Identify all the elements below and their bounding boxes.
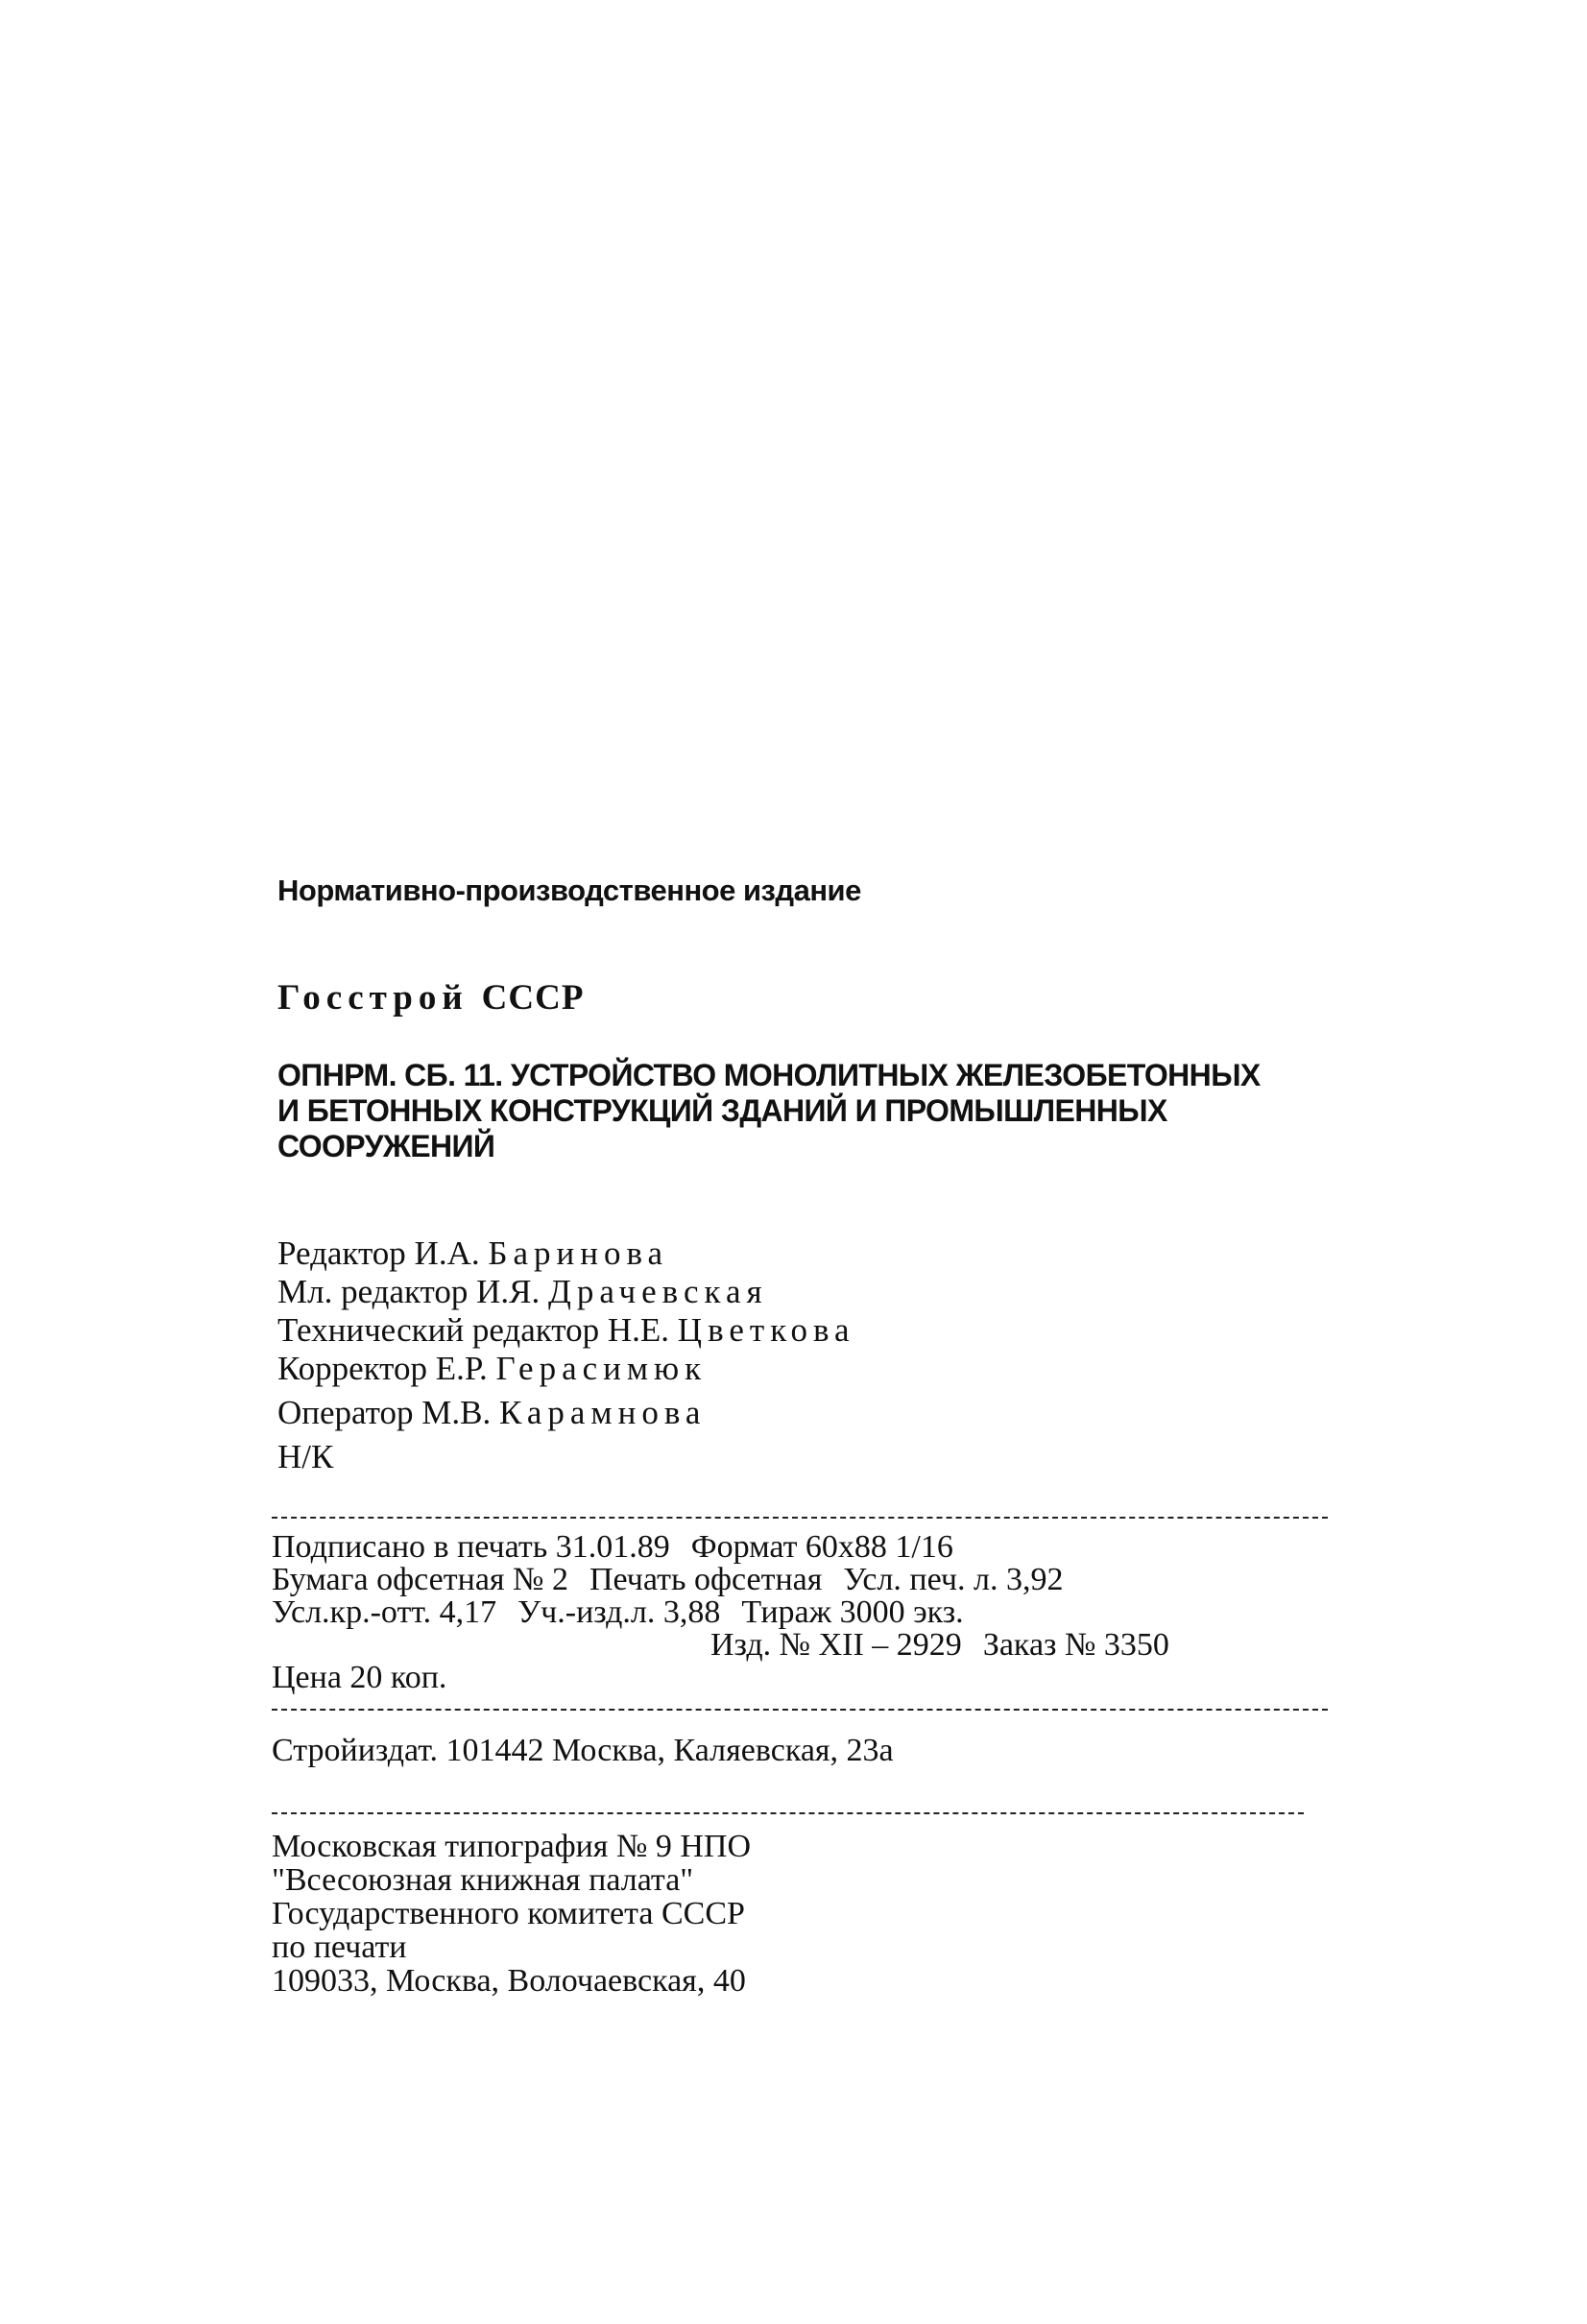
format: Формат 60х88 1/16 [690, 1529, 953, 1565]
order-number: Заказ № 3350 [982, 1627, 1169, 1663]
printer-line: по печати [272, 1929, 407, 1965]
staff-role: Оператор М.В. [277, 1394, 492, 1431]
staff-role: Корректор Е.Р. [277, 1350, 488, 1387]
printer-line: Московская типография № 9 НПО [272, 1829, 752, 1864]
staff-name: Баринова [488, 1234, 669, 1272]
staff-row [277, 1394, 855, 1432]
staff-role: Редактор И.А. [277, 1234, 480, 1272]
imprint [272, 1531, 1169, 1694]
impressions: Усл.кр.-отт. 4,17 [272, 1594, 497, 1630]
print-type: Печать офсетная [589, 1562, 823, 1597]
printer-line: 109033, Москва, Волочаевская, 40 [272, 1963, 746, 1999]
staff-row [277, 1234, 855, 1273]
dashed-divider [272, 1812, 1304, 1814]
edition-type: Нормативно-производственное издание [277, 874, 861, 907]
staff-role: Мл. редактор И.Я. [277, 1273, 541, 1310]
imprint-row [272, 1629, 1169, 1662]
printer-line: "Всесоюзная книжная палата" [272, 1862, 694, 1898]
title-line: ОПНРМ. СБ. 11. УСТРОЙСТВО МОНОЛИТНЫХ ЖЕЛЕЗОБЕТОННЫХ [277, 1058, 1261, 1092]
title-line: СООРУЖЕНИЙ [277, 1129, 495, 1163]
paper: Бумага офсетная № 2 [272, 1562, 568, 1597]
mark: Н/К [277, 1438, 334, 1475]
book-title [277, 1058, 1382, 1164]
staff-name: Цветкова [677, 1311, 855, 1349]
dashed-divider [272, 1517, 1328, 1519]
imprint-row [272, 1596, 1169, 1629]
dashed-divider [272, 1709, 1328, 1711]
staff-name: Герасимюк [495, 1350, 708, 1387]
imprint-row [272, 1531, 1169, 1564]
staff-list [277, 1234, 855, 1476]
edition-sheets: Уч.-изд.л. 3,88 [517, 1594, 721, 1630]
printer-line: Государственного комитета СССР [272, 1896, 745, 1931]
signed-date: Подписано в печать 31.01.89 [272, 1529, 670, 1565]
printing-house [272, 1830, 751, 1998]
staff-role: Технический редактор Н.Е. [277, 1311, 670, 1349]
print-sheets: Усл. печ. л. 3,92 [843, 1562, 1064, 1597]
price: Цена 20 коп. [272, 1660, 447, 1695]
publisher [277, 977, 584, 1018]
staff-row [277, 1311, 855, 1350]
publisher-plain: СССР [481, 978, 585, 1018]
edition-number: Изд. № XII – 2929 [710, 1627, 962, 1663]
staff-row [277, 1273, 855, 1311]
publishing-house: Стройиздат. 101442 Москва, Каляевская, 23а [272, 1733, 894, 1768]
print-run: Тираж 3000 экз. [741, 1594, 964, 1630]
imprint-row [272, 1564, 1169, 1596]
publisher-spaced: Госстрой [277, 978, 469, 1018]
staff-row [277, 1350, 855, 1388]
title-line: И БЕТОННЫХ КОНСТРУКЦИЙ ЗДАНИЙ И ПРОМЫШЛЕННЫХ [277, 1093, 1167, 1128]
staff-name: Драчевская [548, 1273, 768, 1310]
staff-name: Карамнова [498, 1394, 707, 1431]
